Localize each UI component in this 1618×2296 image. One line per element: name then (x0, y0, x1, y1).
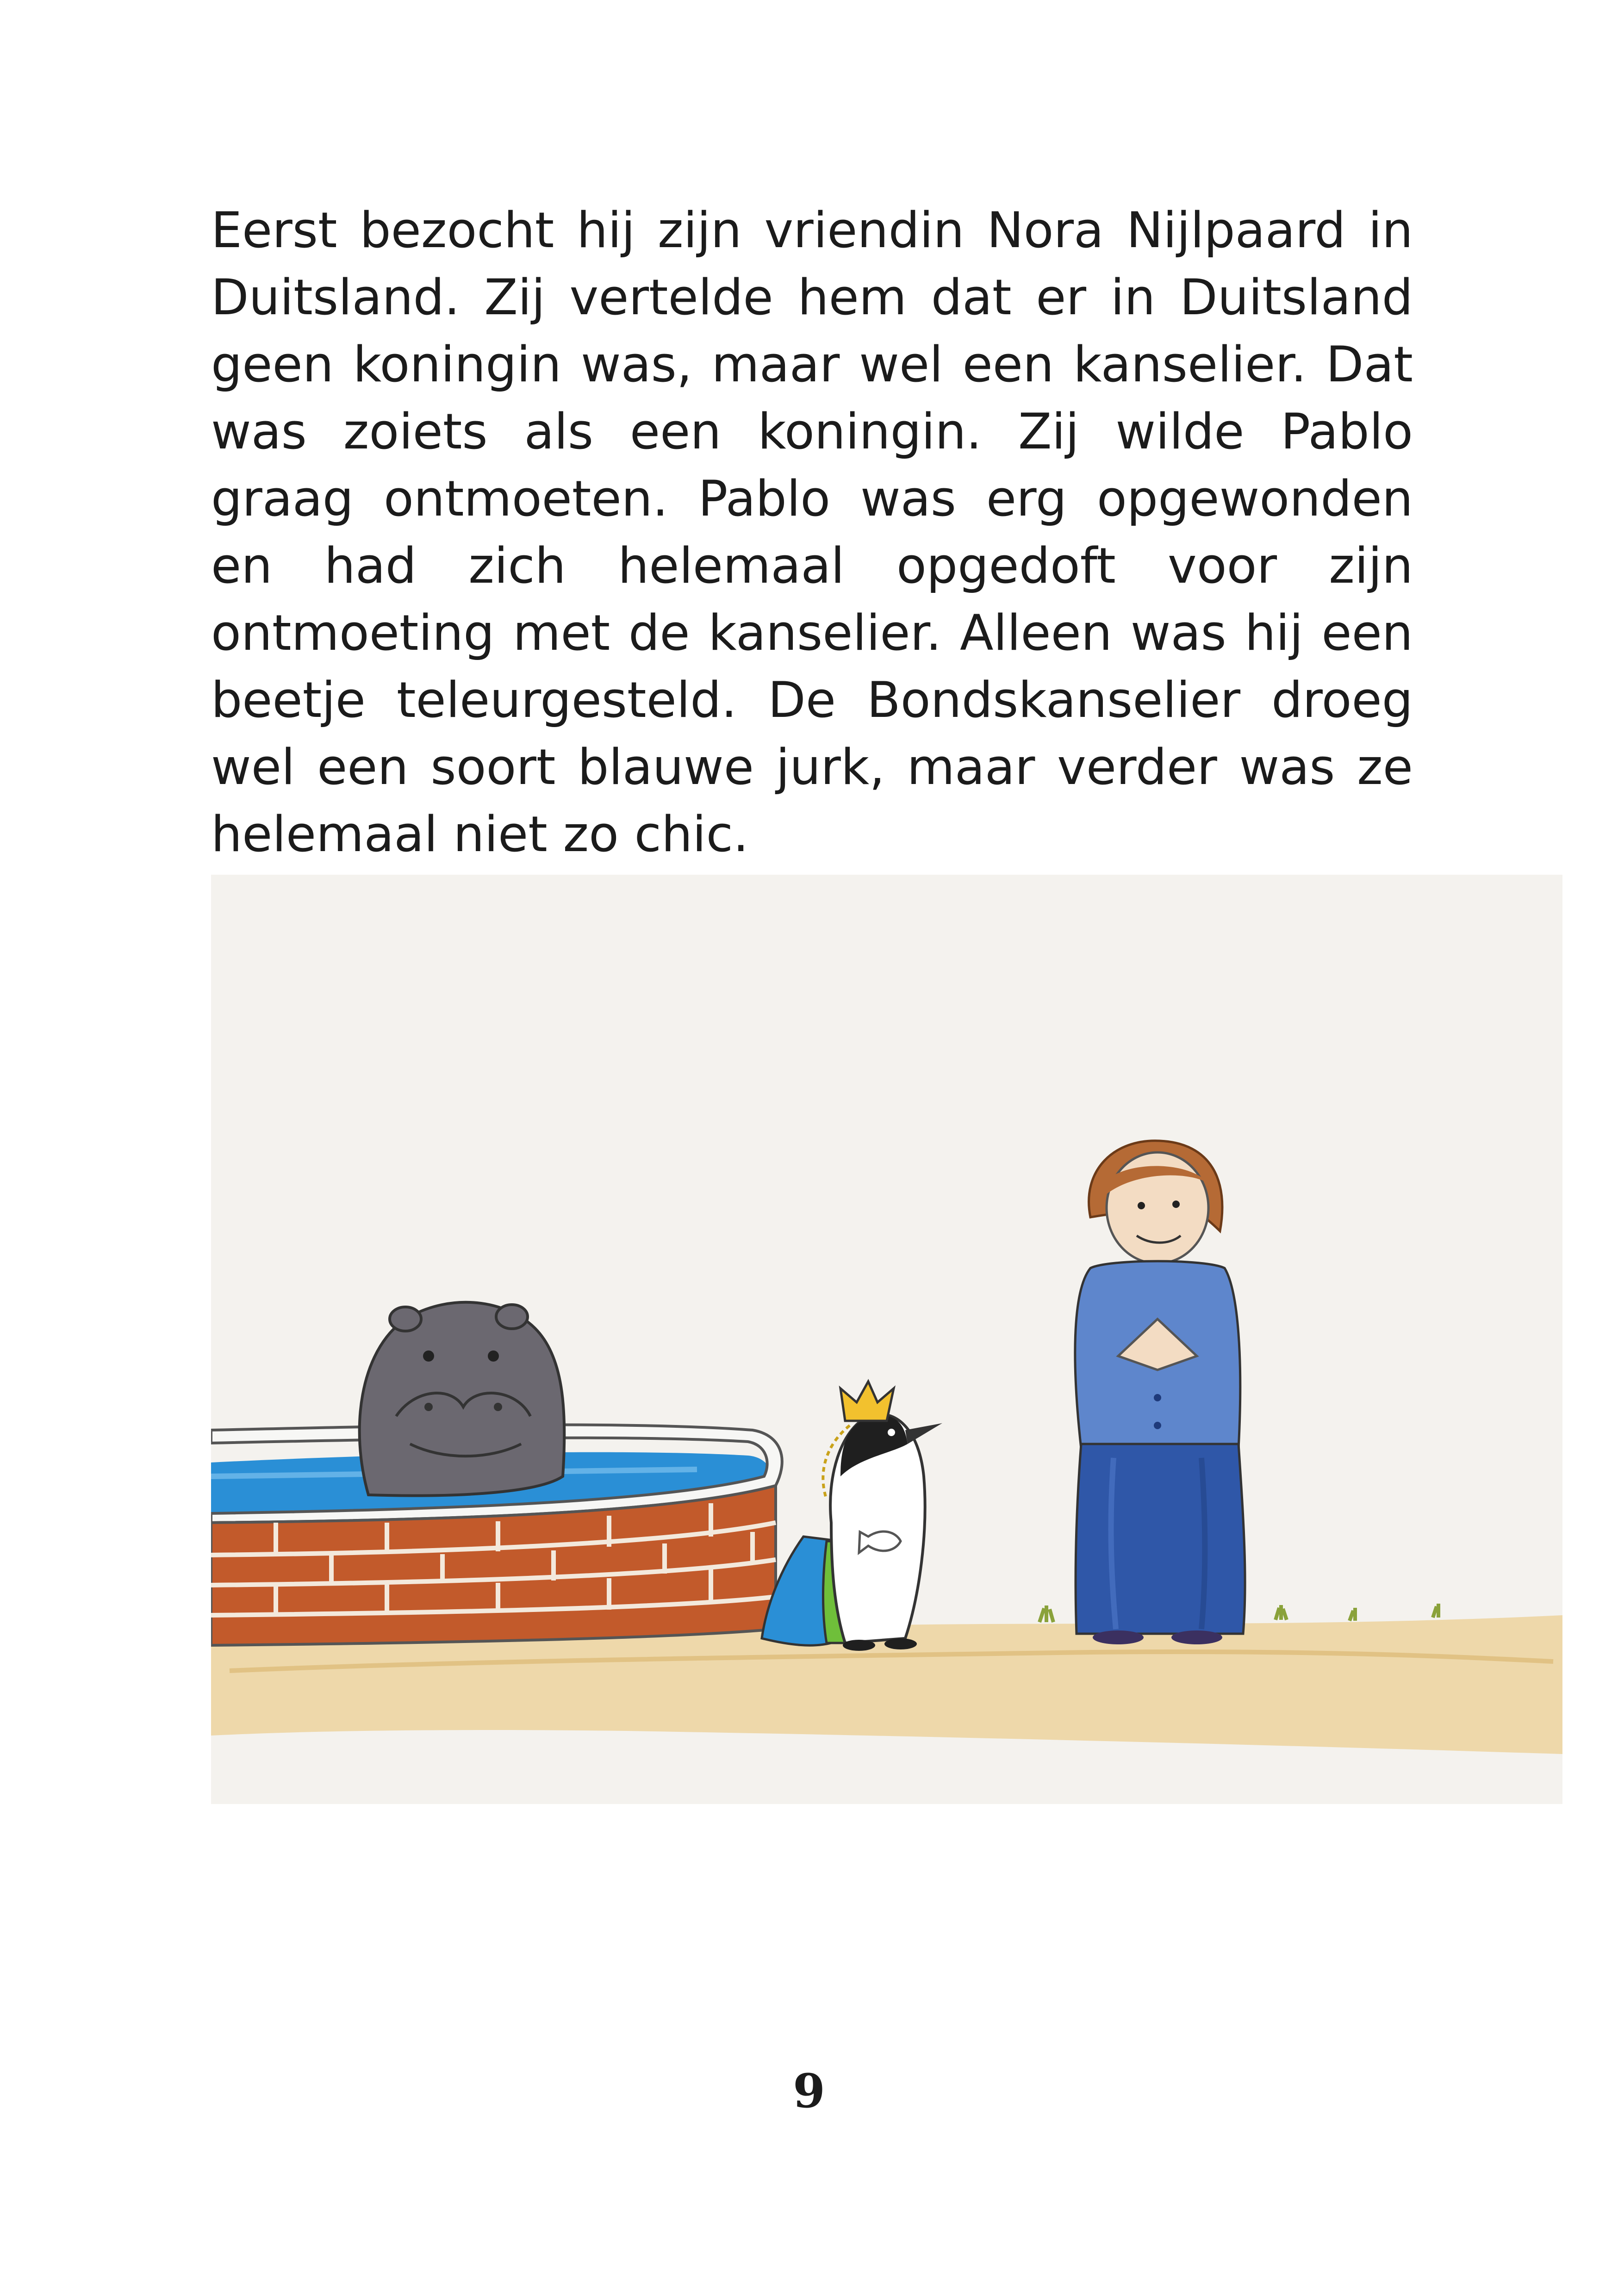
story-illustration (211, 875, 1562, 1804)
page-number: 9 (793, 2064, 825, 2118)
chancellor (1075, 1141, 1245, 1644)
hippo (360, 1302, 565, 1496)
chancellor-dress (1076, 1444, 1245, 1634)
story-paragraph: Eerst bezocht hij zijn vriendin Nora Nijlpaard in Duitsland. Zij vertelde hem dat er in Duitsland geen koningin was, maar wel een kanselier. Dat was zoiets als een koningin. Zij wilde Pablo graag ontmoeten. Pablo was erg opgewonden en had zich helemaal opgedoft voor zijn ontmoeting met de kanselier. Alleen was hij een beetje teleurgesteld. De Bondskanselier droeg wel een soort blauwe jurk, maar verder was ze helemaal niet zo chic. (211, 202, 1413, 863)
